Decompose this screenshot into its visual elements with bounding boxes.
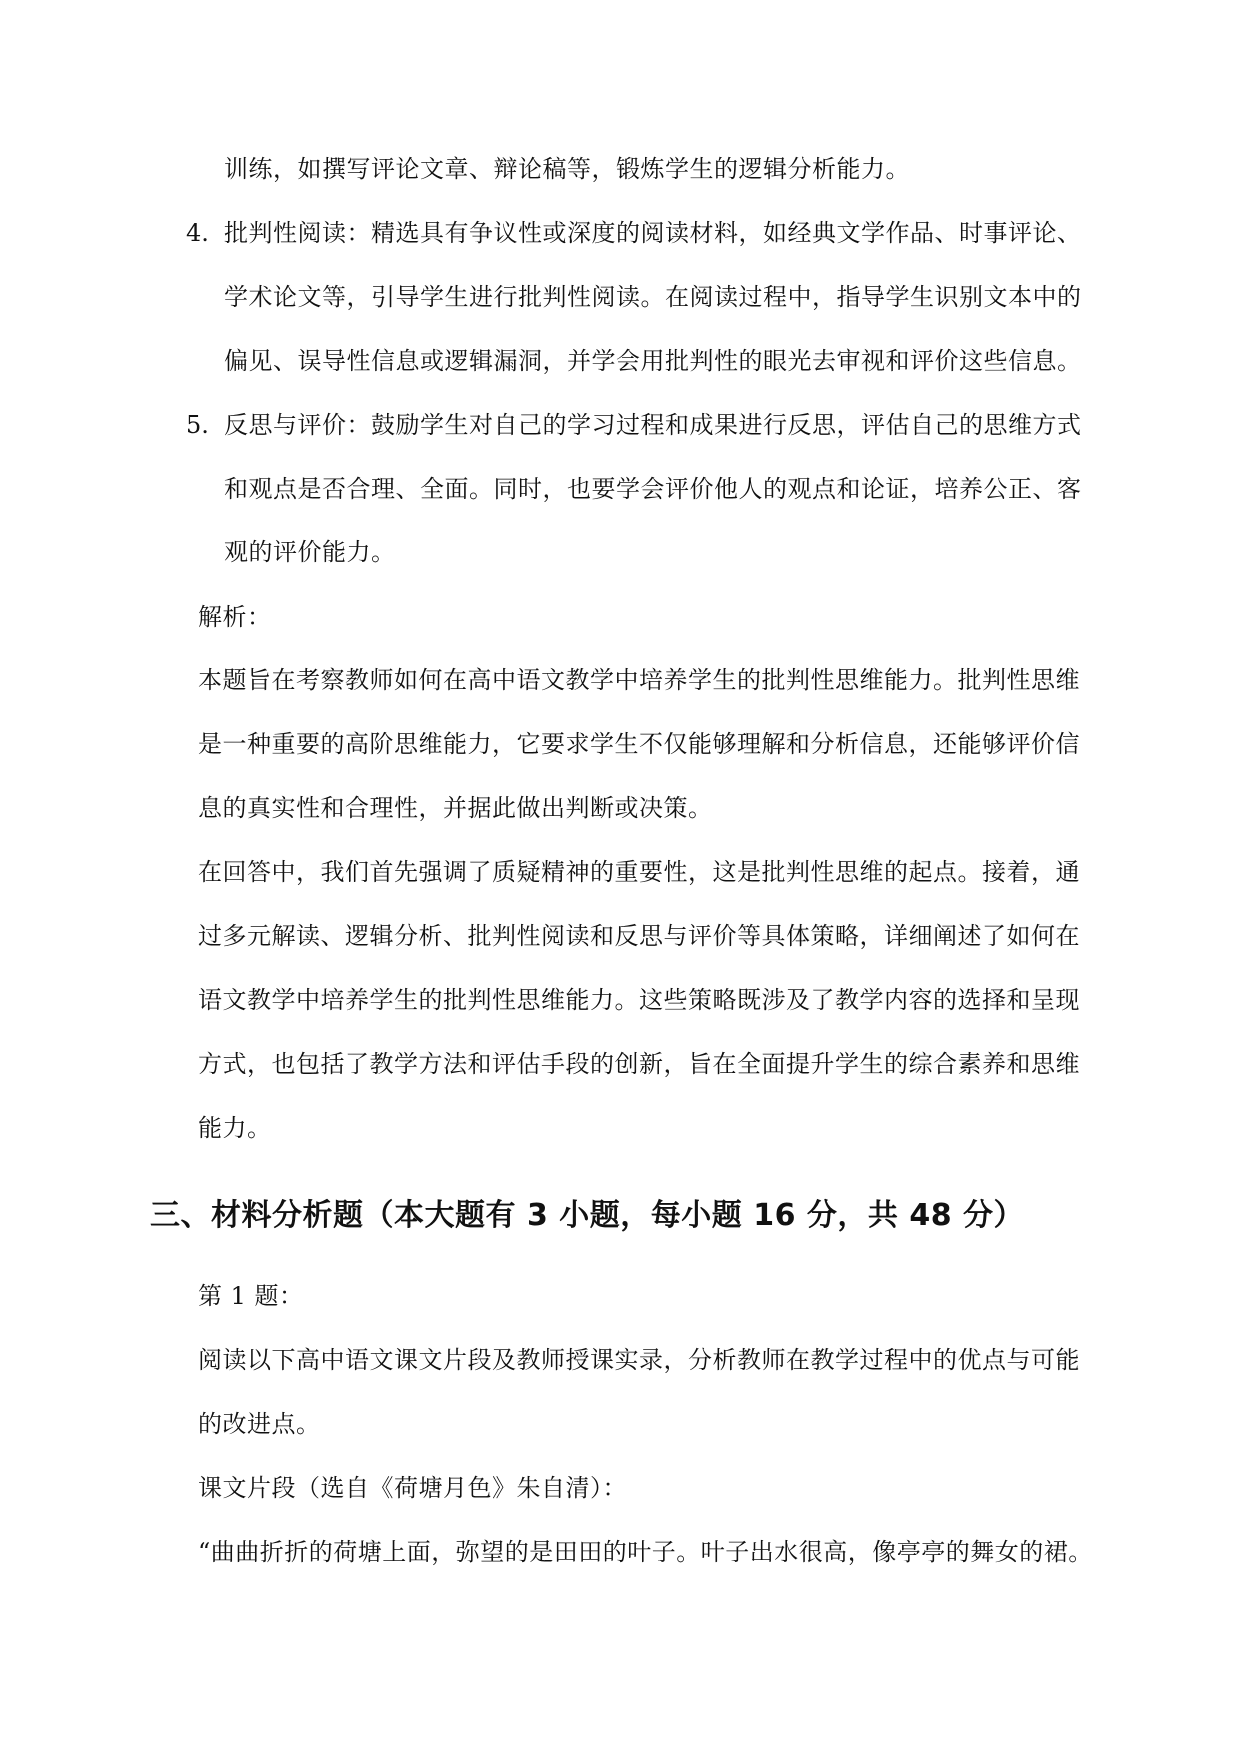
item4-number: 4. [186, 219, 209, 247]
analysis-paragraph-line: 在回答中，我们首先强调了质疑精神的重要性，这是批判性思维的起点。接着，通 [198, 858, 1080, 886]
question1-text-line: 阅读以下高中语文课文片段及教师授课实录，分析教师在教学过程中的优点与可能 [198, 1346, 1080, 1374]
item4-line: 学术论文等，引导学生进行批判性阅读。在阅读过程中，指导学生识别文本中的 [224, 283, 1082, 311]
item4-line: 偏见、误导性信息或逻辑漏洞，并学会用批判性的眼光去审视和评价这些信息。 [224, 347, 1082, 375]
section-heading: 三、材料分析题（本大题有 3 小题，每小题 16 分，共 48 分） [150, 1198, 1025, 1233]
item5-line: 反思与评价：鼓励学生对自己的学习过程和成果进行反思，评估自己的思维方式 [224, 411, 1082, 439]
analysis-paragraph-line: 语文教学中培养学生的批判性思维能力。这些策略既涉及了教学内容的选择和呈现 [198, 986, 1080, 1014]
analysis-paragraph-line: 息的真实性和合理性，并据此做出判断或决策。 [198, 794, 713, 822]
item4-line: 批判性阅读：精选具有争议性或深度的阅读材料，如经典文学作品、时事评论、 [224, 219, 1082, 247]
analysis-paragraph-line: 过多元解读、逻辑分析、批判性阅读和反思与评价等具体策略，详细阐述了如何在 [198, 922, 1080, 950]
excerpt-text: “曲曲折折的荷塘上面，弥望的是田田的叶子。叶子出水很高，像亭亭的舞女的裙。 [198, 1538, 1093, 1566]
item5-line: 观的评价能力。 [224, 538, 396, 566]
analysis-paragraph-line: 能力。 [198, 1114, 272, 1142]
question1-label: 第 1 题： [198, 1282, 304, 1310]
item5-line: 和观点是否合理、全面。同时，也要学会评价他人的观点和论证，培养公正、客 [224, 475, 1082, 503]
item3-continuation: 训练，如撰写评论文章、辩论稿等，锻炼学生的逻辑分析能力。 [224, 155, 910, 183]
analysis-label: 解析： [198, 603, 272, 631]
analysis-paragraph-line: 本题旨在考察教师如何在高中语文教学中培养学生的批判性思维能力。批判性思维 [198, 666, 1080, 694]
analysis-paragraph-line: 是一种重要的高阶思维能力，它要求学生不仅能够理解和分析信息，还能够评价信 [198, 730, 1080, 758]
analysis-paragraph-line: 方式，也包括了教学方法和评估手段的创新，旨在全面提升学生的综合素养和思维 [198, 1050, 1080, 1078]
question1-text-line: 的改进点。 [198, 1410, 321, 1438]
item5-number: 5. [186, 411, 209, 439]
excerpt-label: 课文片段（选自《荷塘月色》朱自清）： [198, 1474, 627, 1502]
